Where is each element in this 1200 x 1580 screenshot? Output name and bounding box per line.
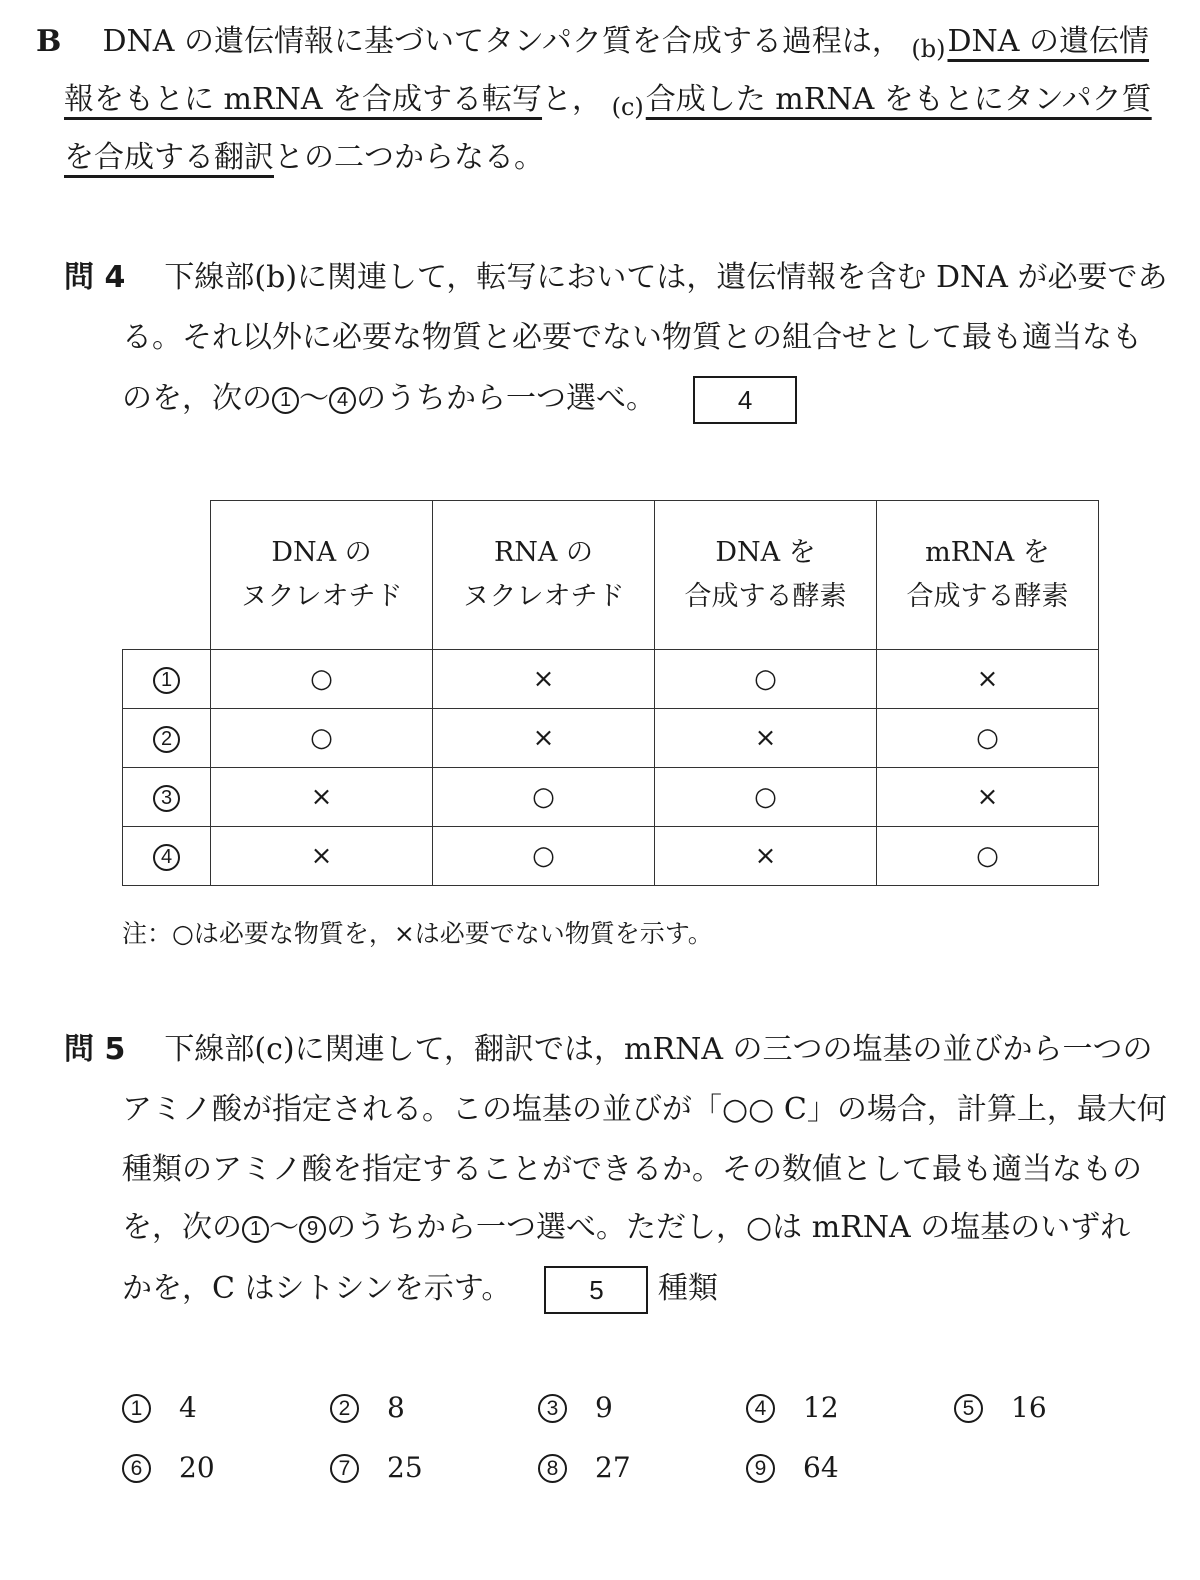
header-dna-enzyme: DNA を 合成する酵素: [655, 501, 877, 650]
table-cell: ○: [655, 768, 877, 827]
q5-text-line1: 下線部(c)に関連して，翻訳では，mRNA の三つの塩基の並びから一つの: [164, 1032, 1153, 1067]
q4-range-sep: ～: [299, 381, 329, 416]
table-cell: ○: [877, 827, 1099, 886]
choice-number: 8: [538, 1454, 567, 1483]
q5-text-line5: かを，C はシトシンを示す。: [122, 1271, 512, 1306]
choice-number: 7: [330, 1454, 359, 1483]
choice-value: 27: [595, 1451, 631, 1484]
q5-range-end: 9: [299, 1216, 326, 1243]
connector-text: と，: [542, 82, 603, 117]
table-cell: ○: [433, 827, 655, 886]
choice-value: 16: [1011, 1391, 1047, 1424]
q5-range-sep: ～: [269, 1210, 299, 1245]
row-number[interactable]: 2: [153, 726, 180, 753]
choice-value: 4: [179, 1391, 197, 1424]
q5-text-line4b: のうちから一つ選べ。ただし，○は mRNA の塩基のいずれ: [326, 1210, 1131, 1245]
q5-range-start: 1: [242, 1216, 269, 1243]
q4-table: [122, 500, 1099, 886]
choice-item[interactable]: [122, 1448, 215, 1488]
q4-text-line3a: のを，次の: [122, 381, 272, 416]
choice-item[interactable]: [330, 1388, 405, 1428]
choice-value: 8: [387, 1391, 405, 1424]
table-header-row: [123, 501, 1099, 650]
header-rna-nucleotide: RNA の ヌクレオチド: [433, 501, 655, 650]
section-b-line2: [64, 80, 1152, 121]
section-label: B: [36, 24, 62, 59]
table-cell: ×: [211, 768, 433, 827]
choice-item[interactable]: [538, 1448, 631, 1488]
choice-number: 3: [538, 1394, 567, 1423]
choice-value: 9: [595, 1391, 613, 1424]
underline-c-part2: を合成する翻訳: [64, 140, 274, 175]
q4-label: 問 4: [64, 260, 126, 295]
table-cell: ○: [211, 650, 433, 709]
section-b-line1: [36, 22, 1150, 63]
q4-line1: [64, 258, 1167, 298]
section-b-line3: [64, 138, 544, 178]
table-cell: ×: [877, 768, 1099, 827]
q5-unit: 種類: [657, 1271, 718, 1306]
table-cell: ○: [433, 768, 655, 827]
underline-c-part1: 合成した mRNA をもとにタンパク質: [645, 82, 1152, 117]
row-number[interactable]: 4: [153, 844, 180, 871]
table-cell: ×: [211, 827, 433, 886]
table-cell: ○: [211, 709, 433, 768]
table-row: [123, 768, 1099, 827]
q5-answer-box[interactable]: 5: [544, 1266, 648, 1314]
q5-text-line3: 種類のアミノ酸を指定することができるか。その数値として最も適当なもの: [122, 1152, 1142, 1187]
table-row: [123, 709, 1099, 768]
table-cell: ×: [433, 709, 655, 768]
choice-item[interactable]: [746, 1388, 839, 1428]
q4-text-line3b: のうちから一つ選べ。: [356, 381, 656, 416]
q5-label: 問 5: [64, 1032, 126, 1067]
q5-text-line4a: を，次の: [122, 1210, 242, 1245]
underline-b-part1: DNA の遺伝情: [947, 24, 1150, 59]
table-cell: ×: [655, 827, 877, 886]
choice-item[interactable]: [954, 1388, 1047, 1428]
underline-b-part2: 報をもとに mRNA を合成する転写: [64, 82, 543, 117]
table-cell: ○: [877, 709, 1099, 768]
q4-text-line2: る。それ以外に必要な物質と必要でない物質との組合せとして最も適当なも: [122, 320, 1142, 355]
table-cell: ○: [655, 650, 877, 709]
table-cell: ×: [877, 650, 1099, 709]
q4-line3: [122, 376, 797, 424]
header-dna-nucleotide: DNA の ヌクレオチド: [211, 501, 433, 650]
q5-line1: [64, 1030, 1153, 1070]
marker-c: (c): [611, 93, 644, 121]
choice-number: 5: [954, 1394, 983, 1423]
choice-number: 9: [746, 1454, 775, 1483]
row-number[interactable]: 3: [153, 785, 180, 812]
choice-number: 2: [330, 1394, 359, 1423]
table-cell: ×: [433, 650, 655, 709]
tail-text: との二つからなる。: [274, 140, 544, 175]
choice-value: 12: [803, 1391, 839, 1424]
q5-line4: [122, 1208, 1130, 1248]
choice-value: 64: [803, 1451, 839, 1484]
choice-value: 20: [179, 1451, 215, 1484]
choice-item[interactable]: [746, 1448, 839, 1488]
choice-item[interactable]: [122, 1388, 197, 1428]
q4-range-end: 4: [329, 387, 356, 414]
table-row: [123, 650, 1099, 709]
table-note: 注：○は必要な物質を，×は必要でない物質を示す。: [122, 919, 713, 948]
table-cell: ×: [655, 709, 877, 768]
header-mrna-enzyme: mRNA を 合成する酵素: [877, 501, 1099, 650]
q4-line2: [122, 318, 1142, 358]
q5-line2: [122, 1090, 1167, 1130]
q5-line3: [122, 1150, 1142, 1190]
table-corner: [123, 501, 211, 650]
q5-line5: [122, 1266, 718, 1314]
choice-item[interactable]: [538, 1388, 613, 1428]
intro-text: DNA の遺伝情報に基づいてタンパク質を合成する過程は，: [102, 24, 902, 59]
choice-item[interactable]: [330, 1448, 423, 1488]
q4-text-line1: 下線部(b)に関連して，転写においては，遺伝情報を含む DNA が必要であ: [164, 260, 1168, 295]
q4-answer-box[interactable]: 4: [693, 376, 797, 424]
marker-b: (b): [911, 35, 946, 63]
choice-number: 1: [122, 1394, 151, 1423]
table-row: [123, 827, 1099, 886]
choice-number: 6: [122, 1454, 151, 1483]
q4-range-start: 1: [272, 387, 299, 414]
q5-text-line2: アミノ酸が指定される。この塩基の並びが「○○ C」の場合，計算上，最大何: [122, 1092, 1167, 1127]
choice-number: 4: [746, 1394, 775, 1423]
choice-value: 25: [387, 1451, 423, 1484]
row-number[interactable]: 1: [153, 667, 180, 694]
